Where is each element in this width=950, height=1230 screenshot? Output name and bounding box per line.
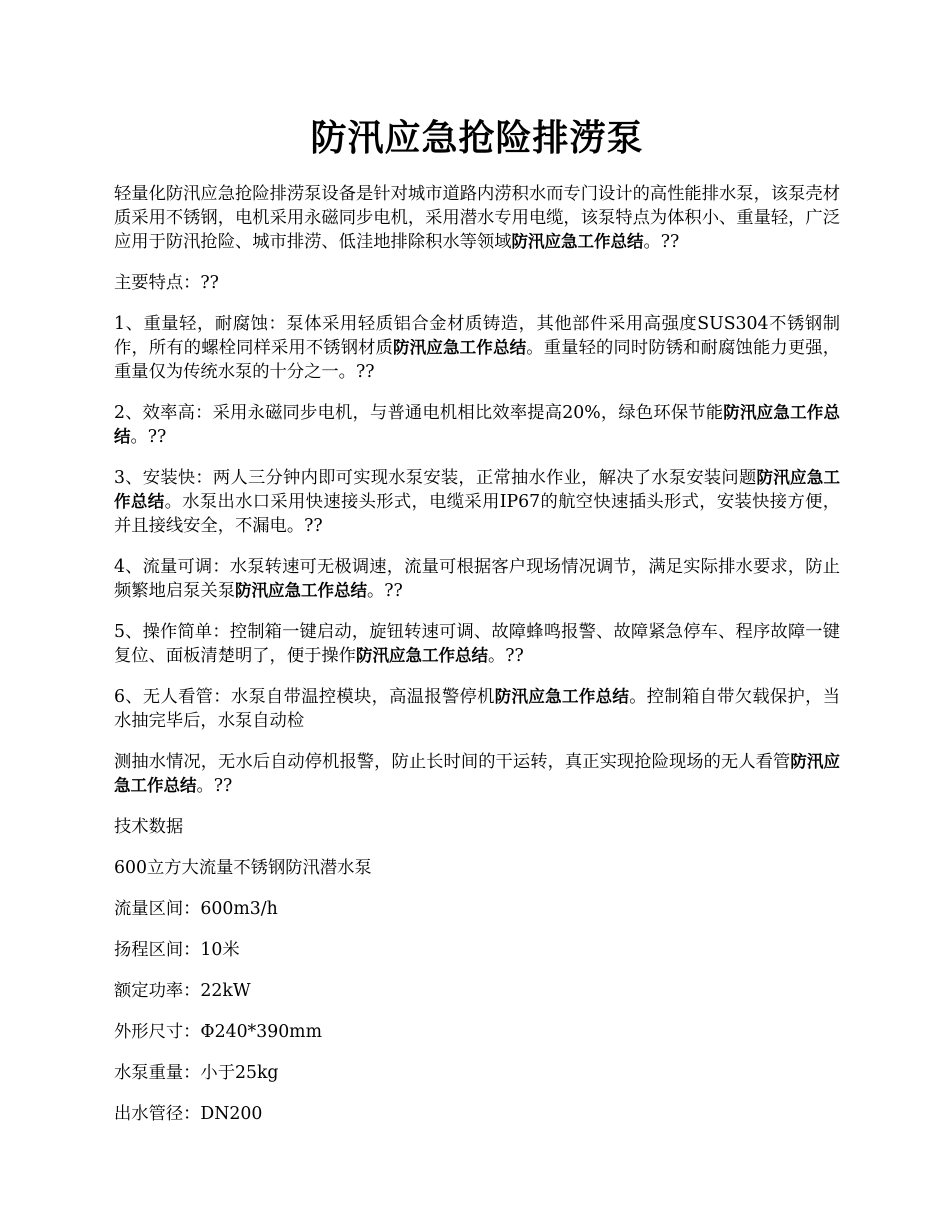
paragraph-feature-5 bbox=[114, 620, 840, 668]
spec-dimensions bbox=[114, 1020, 840, 1044]
paragraph-feature-1 bbox=[114, 312, 840, 384]
paragraph-text: 4、流量可调：水泵转速可无极调速，流量可根据客户现场情况调节，满足实际排水要求，防止频繁地启泵关泵 bbox=[114, 557, 840, 601]
paragraph-text: 测抽水情况，无水后自动停机报警，防止长时间的干运转，真正实现抢险现场的无人看管 bbox=[114, 752, 791, 772]
paragraph-text: 额定功率：22kW bbox=[114, 981, 251, 1001]
paragraph-feature-3 bbox=[114, 466, 840, 538]
spec-outlet-diameter bbox=[114, 1102, 840, 1126]
paragraph-text: 技术数据 bbox=[114, 817, 184, 837]
spec-weight bbox=[114, 1061, 840, 1085]
document-page bbox=[114, 0, 840, 1126]
keyword-link: 防汛应急工作总结 bbox=[114, 403, 840, 446]
paragraph-tail: 。重量轻的同时防锈和耐腐蚀能力更强，重量仅为传统水泵的十分之一。?? bbox=[114, 338, 840, 382]
spec-head bbox=[114, 938, 840, 962]
paragraph-features-heading bbox=[114, 271, 840, 295]
paragraph-text: 扬程区间：10米 bbox=[114, 940, 240, 960]
paragraph-tail: 。水泵出水口采用快速接头形式，电缆采用IP67的航空快速插头形式，安装快接方便，并且接线安全，不漏电。?? bbox=[114, 492, 840, 536]
paragraph-text: 2、效率高：采用永磁同步电机，与普通电机相比效率提高20%，绿色环保节能 bbox=[114, 403, 724, 423]
paragraph-text: 主要特点：?? bbox=[114, 273, 219, 293]
paragraph-tail: 。?? bbox=[487, 646, 524, 666]
keyword-link: 防汛应急工作总结 bbox=[494, 687, 630, 706]
paragraph-tail: 。?? bbox=[196, 776, 233, 796]
keyword-link: 防汛应急工作总结 bbox=[511, 232, 644, 251]
paragraph-text: 流量区间：600m3/h bbox=[114, 899, 278, 919]
paragraph-feature-2 bbox=[114, 401, 840, 449]
spec-power bbox=[114, 979, 840, 1003]
paragraph-tail: 。控制箱自带欠载保护，当水抽完毕后，水泵自动检 bbox=[114, 687, 840, 731]
keyword-link: 防汛应急工作总结 bbox=[355, 646, 488, 665]
paragraph-intro bbox=[114, 182, 840, 254]
paragraph-model-name bbox=[114, 856, 840, 880]
keyword-link: 防汛应急工作总结 bbox=[114, 752, 840, 795]
keyword-link: 防汛应急工作总结 bbox=[393, 338, 527, 357]
paragraph-tech-heading bbox=[114, 815, 840, 839]
paragraph-text: 5、操作简单：控制箱一键启动，旋钮转速可调、故障蜂鸣报警、故障紧急停车、程序故障一键复位、面板清楚明了，便于操作 bbox=[114, 622, 840, 666]
paragraph-text: 600立方大流量不锈钢防汛潜水泵 bbox=[114, 858, 372, 878]
document-title: 防汛应急抢险排涝泵 bbox=[310, 117, 644, 159]
paragraph-tail: 。?? bbox=[366, 581, 403, 601]
paragraph-text: 6、无人看管：水泵自带温控模块，高温报警停机 bbox=[114, 687, 495, 707]
paragraph-tail: 。?? bbox=[130, 427, 167, 447]
paragraph-tail: 。?? bbox=[643, 232, 680, 252]
paragraph-text: 3、安装快：两人三分钟内即可实现水泵安装，正常抽水作业，解决了水泵安装问题 bbox=[114, 468, 757, 488]
paragraph-text: 轻量化防汛应急抢险排涝泵设备是针对城市道路内涝积水而专门设计的高性能排水泵，该泵壳材质采用不锈钢，电机采用永磁同步电机，采用潜水专用电缆，该泵特点为体积小、重量轻，广泛应用于防汛抢险、城市排涝、低洼地排除积水等领域 bbox=[114, 184, 840, 252]
paragraph-feature-6-continued bbox=[114, 750, 840, 798]
paragraph-text: 出水管径：DN200 bbox=[114, 1104, 263, 1124]
paragraph-text: 1、重量轻，耐腐蚀：泵体采用轻质铝合金材质铸造，其他部件采用高强度SUS304不锈钢制作，所有的螺栓同样采用不锈钢材质 bbox=[114, 314, 840, 358]
paragraph-feature-4 bbox=[114, 555, 840, 603]
spec-flow-rate bbox=[114, 897, 840, 921]
keyword-link: 防汛应急工作总结 bbox=[234, 581, 367, 600]
paragraph-text: 外形尺寸：Φ240*390mm bbox=[114, 1022, 322, 1042]
paragraph-feature-6 bbox=[114, 685, 840, 733]
paragraph-text: 水泵重量：小于25kg bbox=[114, 1063, 279, 1083]
keyword-link: 防汛应急工作总结 bbox=[114, 468, 840, 511]
